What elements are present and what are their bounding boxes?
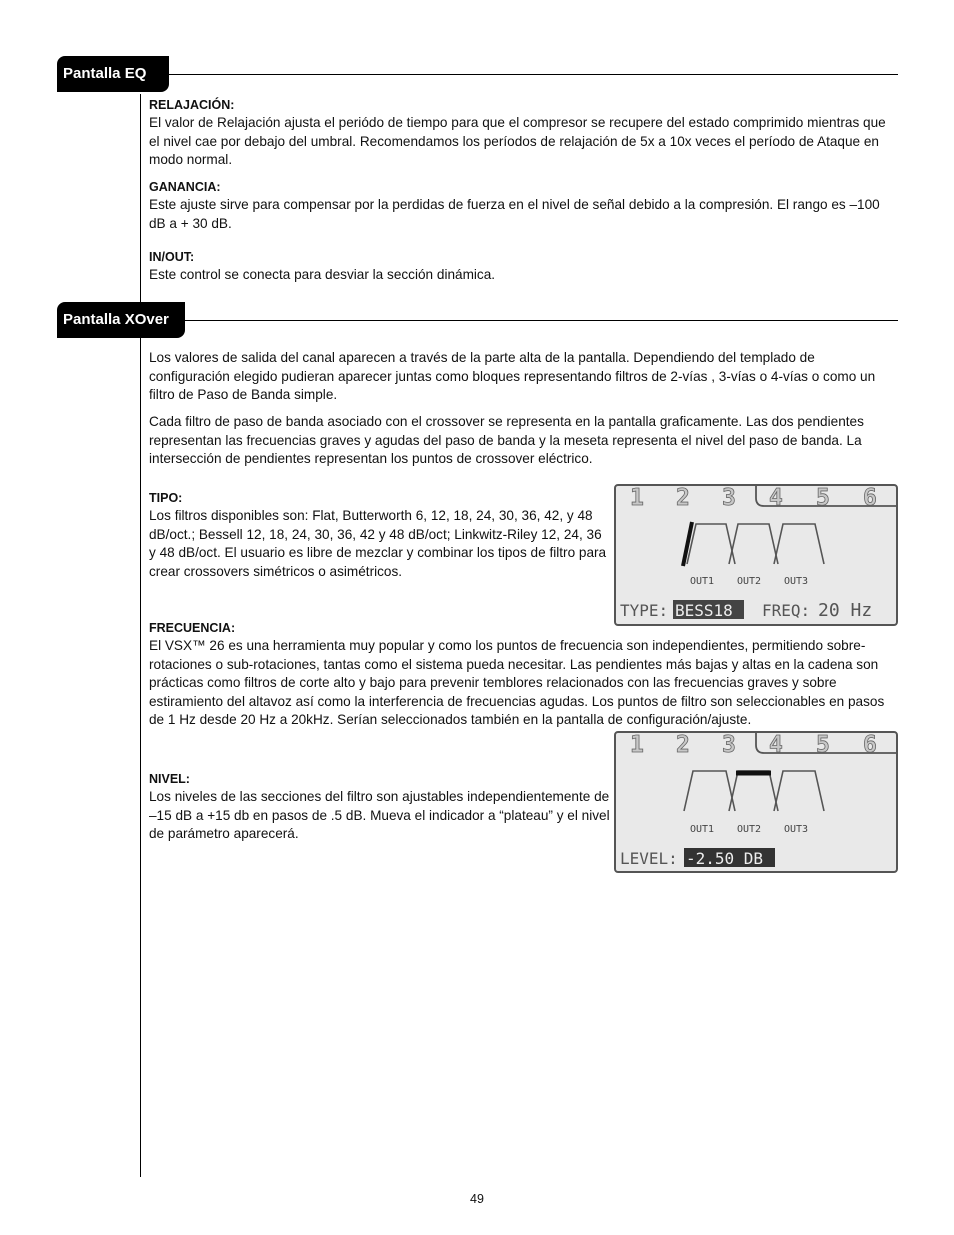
tipo-block — [149, 489, 611, 581]
section-rule-xover — [185, 320, 898, 321]
inout-block — [149, 248, 889, 285]
lcd-type-value: BESS18 — [675, 601, 733, 620]
frecuencia-heading: FRECUENCIA: — [149, 621, 236, 635]
frecuencia-body: El VSX™ 26 es una herramienta muy popular y como los puntos de frecuencia son independientes, permitiendo sobre-rotaciones o sub-rotaciones, tantas como el sistema pueda necesitar. Las pendientes más bajas y altas en la cadena son prácticas como filtros de corte alto y bajo para prevenir temblores relacionados con las frecuencias graves y sobre estiramiento del altavoz así como la interferencia de frecuencias agudas. Los puntos de filtro son seleccionables en pasos de 1 Hz desde 20 Hz a 20kHz. Serían seleccionados también en la pantalla de configuración/ajuste. — [149, 638, 885, 728]
section-title-xover — [57, 302, 185, 338]
ganancia-heading: GANANCIA: — [149, 180, 221, 194]
tipo-body: Los filtros disponibles son: Flat, Butterworth 6, 12, 18, 24, 30, 36, 42, y 48 dB/oct.; Bessell 12, 18, 24, 30, 36, 42 y 48 dB/oct; Linkwitz-Riley 12, 24, 36 y 48 dB/oct. El usuario es libre de mezclar y combinar los tipos de filtro para crear crossovers simétricos o asimétricos. — [149, 508, 607, 579]
xover-intro-1-text: Los valores de salida del canal aparecen a través de la parte alta de la pantalla. Dependiendo del templado de configuración elegido pudieran aparecer juntas como bloques representando filtros de 2-vías , 3-vías o 4-vías o como un filtro de Paso de Banda simple. — [149, 350, 876, 403]
lcd-channel-4: 4 — [769, 485, 783, 511]
xover-intro-2 — [149, 413, 889, 469]
nivel-block — [149, 770, 611, 844]
lcd-channel-6: 6 — [863, 732, 877, 758]
ganancia-body: Este ajuste sirve para compensar por la perdidas de fuerza en el nivel de señal debido a la compresión. El rango es –100 dB a + 30 dB. — [149, 197, 880, 231]
lcd-freq-value: 20 Hz — [818, 600, 873, 621]
lcd-channel-5: 5 — [816, 732, 830, 758]
relajacion-body: El valor de Relajación ajusta el periódo de tiempo para que el compresor se recupere del estado comprimido mientras que el nivel cae por debajo del umbral. Recomendamos los períodos de relajación de 5x a 10x veces el período de Ataque en modo normal. — [149, 115, 886, 168]
lcd-out3-label: OUT3 — [784, 576, 809, 587]
lcd-channel-4: 4 — [769, 732, 783, 758]
lcd-channel-5: 5 — [816, 485, 830, 511]
page-number: 49 — [470, 1192, 484, 1206]
lcd-level-screen — [614, 731, 898, 873]
lcd-channel-6: 6 — [863, 485, 877, 511]
xover-intro-1 — [149, 349, 889, 405]
lcd-channel-1: 1 — [630, 732, 644, 758]
lcd-type-svg — [614, 484, 898, 626]
lcd-level-svg — [614, 731, 898, 873]
lcd-out1-label: OUT1 — [690, 576, 715, 587]
ganancia-block — [149, 178, 889, 233]
inout-body: Este control se conecta para desviar la sección dinámica. — [149, 267, 496, 282]
lcd-out2-label: OUT2 — [737, 824, 762, 835]
section-rule-eq — [169, 74, 898, 75]
lcd-channel-3: 3 — [722, 732, 736, 758]
lcd-level-label: LEVEL: — [620, 849, 678, 868]
relajacion-heading: RELAJACIÓN: — [149, 98, 235, 112]
lcd-out2-label: OUT2 — [737, 576, 762, 587]
tipo-heading: TIPO: — [149, 491, 183, 505]
xover-intro-2-text: Cada filtro de paso de banda asociado con el crossover se representa en la pantalla graficamente. Las dos pendientes representan las frecuencias graves y agudas del paso de banda y la meseta representa el nivel del paso de banda. La intersección de pendientes representan los puntos de crossover eléctrico. — [149, 414, 864, 467]
lcd-channel-1: 1 — [630, 485, 644, 511]
lcd-freq-label: FREQ: — [762, 601, 811, 620]
margin-rule — [140, 94, 141, 1177]
lcd-channel-2: 2 — [676, 732, 690, 758]
nivel-body: Los niveles de las secciones del filtro son ajustables independientemente de –15 dB a +15 db en pasos de .5 dB. Mueva el indicador a “plateau” y el nivel de parámetro aparecerá. — [149, 789, 610, 842]
relajacion-block — [149, 96, 889, 170]
lcd-out1-label: OUT1 — [690, 824, 715, 835]
section-title-eq — [57, 56, 169, 92]
section-title-xover-text: Pantalla XOver — [63, 311, 169, 328]
lcd-channel-3: 3 — [722, 485, 736, 511]
section-title-eq-text: Pantalla EQ — [63, 65, 147, 82]
lcd-channel-2: 2 — [676, 485, 690, 511]
lcd-type-label: TYPE: — [620, 601, 669, 620]
lcd-level-value: -2.50 DB — [686, 849, 764, 868]
nivel-heading: NIVEL: — [149, 772, 190, 786]
lcd-type-screen — [614, 484, 898, 626]
inout-heading: IN/OUT: — [149, 250, 195, 264]
frecuencia-block — [149, 619, 889, 730]
lcd-out3-label: OUT3 — [784, 824, 809, 835]
